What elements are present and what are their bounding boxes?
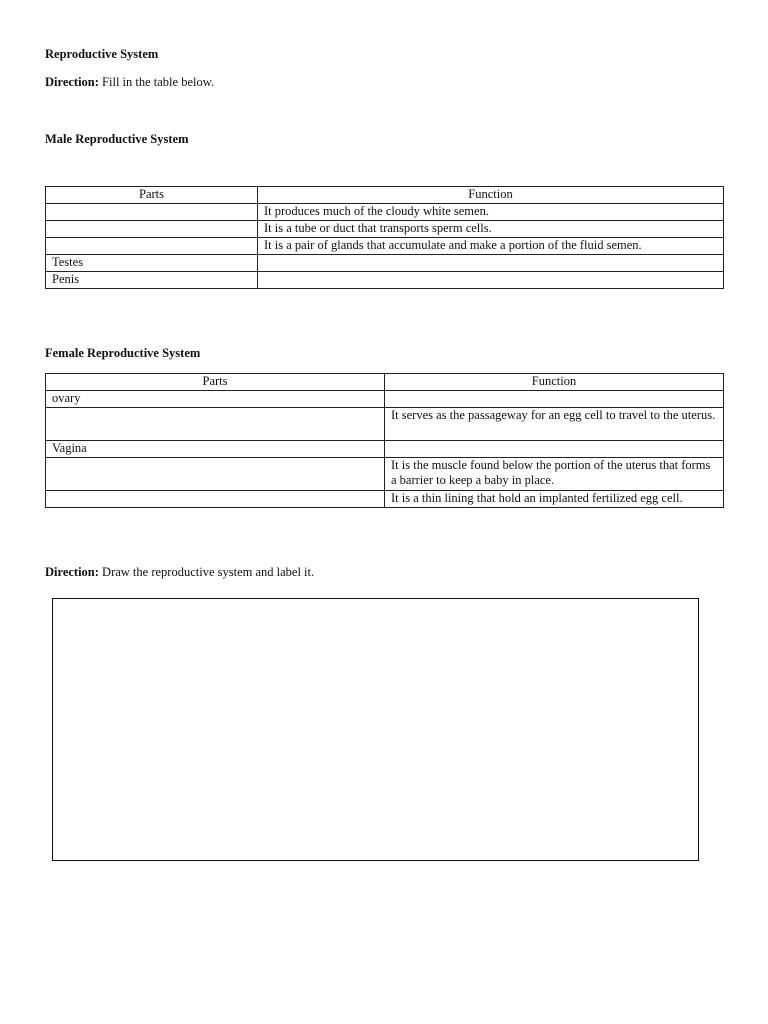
function-cell: It is a pair of glands that accumulate and make a portion of the fluid semen. (258, 238, 724, 255)
part-cell[interactable] (46, 238, 258, 255)
male-table (45, 186, 724, 289)
function-cell: It is the muscle found below the portion of the uterus that forms a barrier to keep a baby in place. (385, 458, 724, 491)
function-cell[interactable] (258, 272, 724, 289)
function-cell[interactable] (385, 391, 724, 408)
direction-draw (45, 565, 314, 580)
male-section-heading: Male Reproductive System (45, 132, 189, 146)
part-cell[interactable] (46, 491, 385, 508)
function-cell: It is a thin lining that hold an implanted fertilized egg cell. (385, 491, 724, 508)
column-header-parts: Parts (46, 187, 258, 204)
column-header-parts: Parts (46, 374, 385, 391)
function-cell[interactable] (258, 255, 724, 272)
table-row (46, 204, 724, 221)
part-cell: Testes (46, 255, 258, 272)
table-row (46, 272, 724, 289)
part-cell[interactable] (46, 204, 258, 221)
function-cell: It is a tube or duct that transports sperm cells. (258, 221, 724, 238)
function-cell: It produces much of the cloudy white semen. (258, 204, 724, 221)
part-cell: Vagina (46, 441, 385, 458)
direction-fill-table (45, 75, 214, 90)
function-cell: It serves as the passageway for an egg cell to travel to the uterus. (385, 408, 724, 441)
part-cell: Penis (46, 272, 258, 289)
table-row (46, 441, 724, 458)
part-cell[interactable] (46, 221, 258, 238)
part-cell[interactable] (46, 458, 385, 491)
part-cell[interactable] (46, 408, 385, 441)
table-row (46, 238, 724, 255)
table-row (46, 491, 724, 508)
function-cell[interactable] (385, 441, 724, 458)
page-title: Reproductive System (45, 47, 159, 61)
direction-label: Direction: (45, 75, 99, 89)
table-row (46, 255, 724, 272)
table-row (46, 391, 724, 408)
table-row (46, 408, 724, 441)
table-header-row (46, 187, 724, 204)
direction-label: Direction: (45, 565, 99, 579)
direction-text: Fill in the table below. (98, 75, 215, 89)
column-header-function: Function (258, 187, 724, 204)
drawing-box[interactable] (52, 598, 699, 861)
direction-text: Draw the reproductive system and label it. (98, 565, 315, 579)
part-cell: ovary (46, 391, 385, 408)
table-row (46, 221, 724, 238)
female-table (45, 373, 724, 508)
column-header-function: Function (385, 374, 724, 391)
female-section-heading: Female Reproductive System (45, 346, 201, 360)
table-header-row (46, 374, 724, 391)
table-row (46, 458, 724, 491)
